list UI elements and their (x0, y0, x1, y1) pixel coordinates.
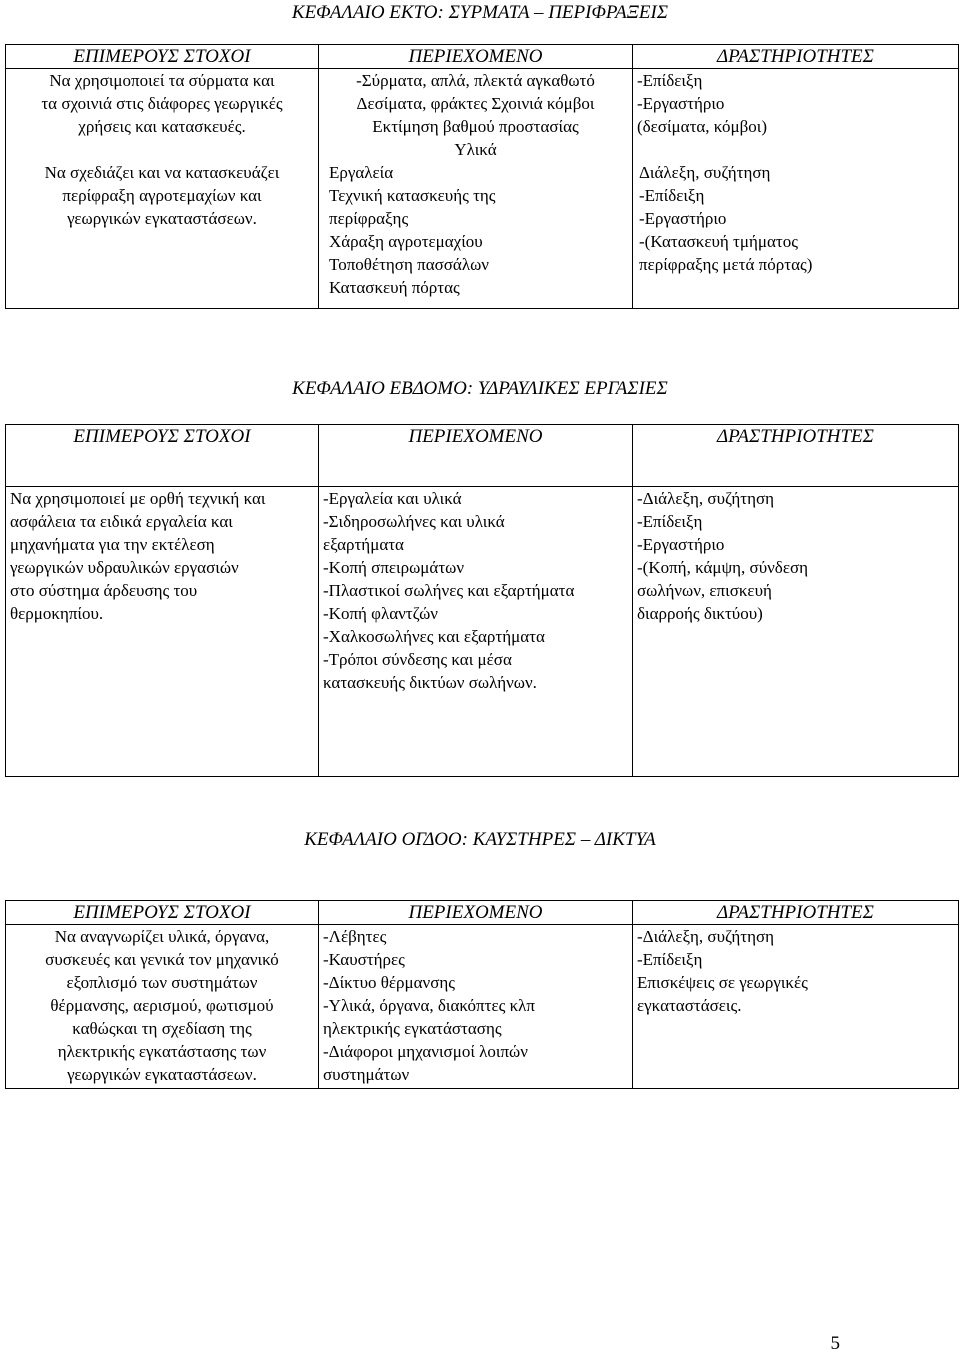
chapter-6-title: ΚΕΦΑΛΑΙΟ ΕΚΤΟ: ΣΥΡΜΑΤΑ – ΠΕΡΙΦΡΑΞΕΙΣ (291, 2, 669, 23)
cell-line: -Διάλεξη, συζήτηση (637, 489, 775, 508)
cell-line: Χάραξη αγροτεμαχίου (329, 232, 483, 251)
chapter-7-table (5, 424, 959, 777)
cell-line: καθώςκαι τη σχεδίαση της (72, 1019, 252, 1038)
goals-cell (6, 925, 319, 1089)
cell-line: Τεχνική κατασκευής της (329, 186, 496, 205)
cell-line: τα σχοινιά στις διάφορες γεωργικές (41, 94, 283, 113)
cell-line: γεωργικών εγκαταστάσεων. (67, 209, 257, 228)
cell-line: -Δίκτυο θέρμανσης (323, 973, 455, 992)
cell-line: θέρμανσης, αερισμού, φωτισμού (50, 996, 274, 1015)
content-cell (319, 925, 633, 1089)
cell-line: -Διάφοροι μηχανισμοί λοιπών (323, 1042, 528, 1061)
cell-line: -Εργαστήριο (639, 209, 727, 228)
cell-line: -Επίδειξη (637, 512, 703, 531)
content-cell (319, 487, 633, 777)
cell-line: γεωργικών εγκαταστάσεων. (67, 1065, 257, 1084)
cell-line: συσκευές και γενικά τον μηχανικό (45, 950, 279, 969)
cell-line: -Εργαστήριο (637, 535, 725, 554)
cell-line: Δεσίματα, φράκτες Σχοινιά κόμβοι (356, 94, 595, 113)
activities-cell (633, 925, 959, 1089)
cell-line: μηχανήματα για την εκτέλεση (10, 535, 215, 554)
cell-line: -Σιδηροσωλήνες και υλικά (323, 512, 505, 531)
cell-line: εξαρτήματα (323, 535, 404, 554)
cell-line (10, 138, 314, 161)
header-content: ΠΕΡΙΕΧΟΜΕΝΟ (319, 901, 633, 925)
header-activities: ΔΡΑΣΤΗΡΙΟΤΗΤΕΣ (633, 45, 959, 69)
cell-line: ηλεκτρικής εγκατάστασης των (57, 1042, 267, 1061)
cell-line: (δεσίματα, κόμβοι) (637, 117, 767, 136)
cell-line: Διάλεξη, συζήτηση (639, 163, 771, 182)
cell-line: ηλεκτρικής εγκατάστασης (323, 1019, 502, 1038)
cell-line: ασφάλεια τα ειδικά εργαλεία και (10, 512, 233, 531)
cell-line: Να αναγνωρίζει υλικά, όργανα, (54, 927, 270, 946)
cell-line: Κατασκευή πόρτας (329, 278, 460, 297)
cell-line: -Υλικά, όργανα, διακόπτες κλπ (323, 996, 535, 1015)
chapter-6-table (5, 44, 959, 309)
content-cell (319, 69, 633, 309)
goals-cell (6, 69, 319, 309)
cell-line: περίφραξης μετά πόρτας) (639, 255, 813, 274)
page-number: 5 (830, 1333, 840, 1354)
cell-line: Να χρησιμοποιεί τα σύρματα και (49, 71, 275, 90)
cell-line: -Πλαστικοί σωλήνες και εξαρτήματα (323, 581, 575, 600)
header-goals: ΕΠΙΜΕΡΟΥΣ ΣΤΟΧΟΙ (6, 901, 319, 925)
activities-cell (633, 69, 959, 309)
cell-line (637, 138, 954, 161)
cell-line: γεωργικών υδραυλικών εργασιών (10, 558, 239, 577)
chapter-7-title: ΚΕΦΑΛΑΙΟ ΕΒΔΟΜΟ: ΥΔΡΑΥΛΙΚΕΣ ΕΡΓΑΣΙΕΣ (292, 378, 668, 399)
cell-line: Υλικά (454, 140, 497, 159)
cell-line: -Λέβητες (323, 927, 387, 946)
cell-line: -Επίδειξη (637, 71, 703, 90)
goals-cell (6, 487, 319, 777)
activities-cell (633, 487, 959, 777)
cell-line: συστημάτων (323, 1065, 410, 1084)
cell-line: Επισκέψεις σε γεωργικές (637, 973, 808, 992)
chapter-8-table (5, 900, 959, 1089)
cell-line: -Καυστήρες (323, 950, 405, 969)
cell-line: -(Κοπή, κάμψη, σύνδεση (637, 558, 809, 577)
cell-line: -Τρόποι σύνδεσης και μέσα (323, 650, 512, 669)
header-goals: ΕΠΙΜΕΡΟΥΣ ΣΤΟΧΟΙ (6, 45, 319, 69)
cell-line: -(Κατασκευή τμήματος (639, 232, 798, 251)
cell-line: εξοπλισμό των συστημάτων (66, 973, 258, 992)
header-activities: ΔΡΑΣΤΗΡΙΟΤΗΤΕΣ (633, 425, 959, 487)
cell-line: χρήσεις και κατασκευές. (78, 117, 246, 136)
cell-line: εγκαταστάσεις. (637, 996, 742, 1015)
cell-line: περίφραξη αγροτεμαχίων και (62, 186, 262, 205)
cell-line: σωλήνων, επισκευή (637, 581, 772, 600)
cell-line: θερμοκηπίου. (10, 604, 104, 623)
cell-line: -Επίδειξη (639, 186, 705, 205)
header-activities: ΔΡΑΣΤΗΡΙΟΤΗΤΕΣ (633, 901, 959, 925)
cell-line: στο σύστημα άρδευσης του (10, 581, 198, 600)
cell-line: Εκτίμηση βαθμού προστασίας (372, 117, 579, 136)
cell-line: διαρροής δικτύου) (637, 604, 763, 623)
header-content: ΠΕΡΙΕΧΟΜΕΝΟ (319, 45, 633, 69)
cell-line: -Σύρματα, απλά, πλεκτά αγκαθωτό (356, 71, 595, 90)
chapter-8-title: ΚΕΦΑΛΑΙΟ ΟΓΔΟΟ: ΚΑΥΣΤΗΡΕΣ – ΔΙΚΤΥΑ (304, 829, 656, 850)
cell-line: περίφραξης (329, 209, 409, 228)
header-content: ΠΕΡΙΕΧΟΜΕΝΟ (319, 425, 633, 487)
cell-line: -Χαλκοσωλήνες και εξαρτήματα (323, 627, 545, 646)
cell-line: -Εργαλεία και υλικά (323, 489, 462, 508)
cell-line: -Κοπή φλαντζών (323, 604, 438, 623)
cell-line: Να χρησιμοποιεί με ορθή τεχνική και (10, 489, 266, 508)
cell-line: -Επίδειξη (637, 950, 703, 969)
cell-line: -Εργαστήριο (637, 94, 725, 113)
cell-line: Τοποθέτηση πασσάλων (329, 255, 489, 274)
cell-line: -Κοπή σπειρωμάτων (323, 558, 465, 577)
cell-line: Εργαλεία (329, 163, 394, 182)
cell-line: Να σχεδιάζει και να κατασκευάζει (44, 163, 280, 182)
header-goals: ΕΠΙΜΕΡΟΥΣ ΣΤΟΧΟΙ (6, 425, 319, 487)
cell-line: κατασκευής δικτύων σωλήνων. (323, 673, 537, 692)
cell-line: -Διάλεξη, συζήτηση (637, 927, 775, 946)
